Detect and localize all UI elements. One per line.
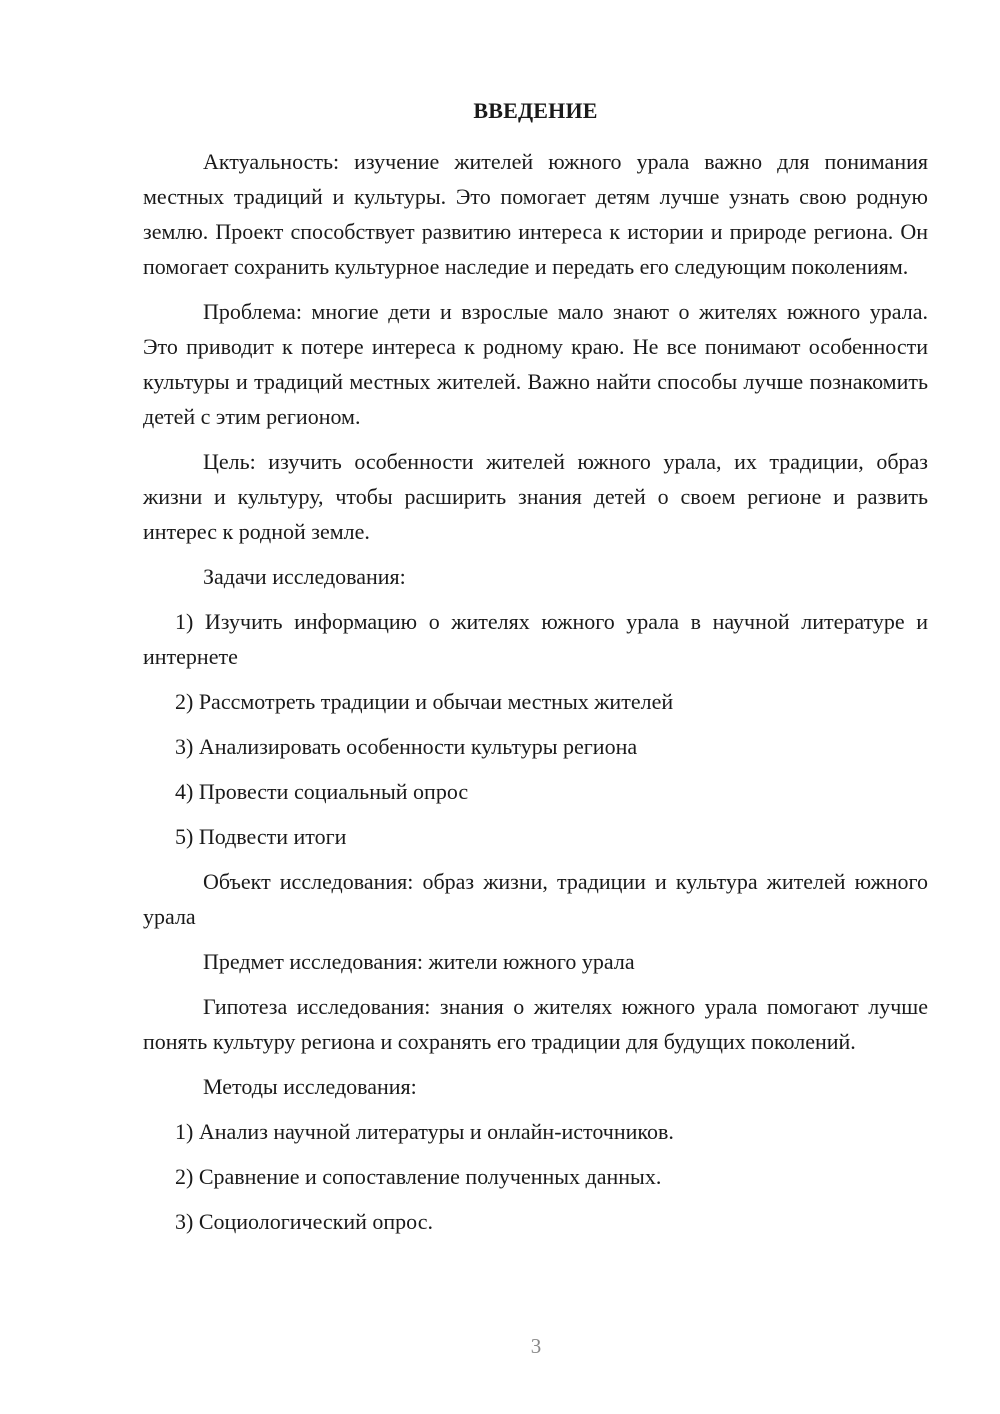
hypothesis-paragraph: Гипотеза исследования: знания о жителях южного урала помогают лучше понять культуру региона и сохранять его традиции для будущих поколений. <box>143 994 928 1054</box>
task-item-5: 5) Подвести итоги <box>175 824 347 849</box>
document-page <box>143 96 928 1249</box>
method-item-3: 3) Социологический опрос. <box>175 1209 433 1234</box>
method-item-2: 2) Сравнение и сопоставление полученных данных. <box>175 1164 662 1189</box>
task-item-2: 2) Рассмотреть традиции и обычаи местных жителей <box>175 689 674 714</box>
object-paragraph: Объект исследования: образ жизни, традиции и культура жителей южного урала <box>143 869 928 929</box>
subject-paragraph: Предмет исследования: жители южного урала <box>203 949 635 974</box>
problem-paragraph: Проблема: многие дети и взрослые мало знают о жителях южного урала. Это приводит к потере интереса к родному краю. Не все понимают особенности культуры и традиций местных жителей. Важно найти способы лучше познакомить детей с этим регионом. <box>143 299 928 429</box>
method-item-1: 1) Анализ научной литературы и онлайн-источников. <box>175 1119 674 1144</box>
task-item-4: 4) Провести социальный опрос <box>175 779 469 804</box>
task-item-3: 3) Анализировать особенности культуры региона <box>175 734 638 759</box>
goal-paragraph: Цель: изучить особенности жителей южного урала, их традиции, образ жизни и культуру, чтобы расширить знания детей о своем регионе и развить интерес к родной земле. <box>143 449 928 544</box>
page-number: 3 <box>530 1334 542 1358</box>
relevance-paragraph: Актуальность: изучение жителей южного урала важно для понимания местных традиций и культуры. Это помогает детям лучше узнать свою родную землю. Проект способствует развитию интереса к истории и природе региона. Он помогает сохранить культурное наследие и передать его следующим поколениям. <box>143 149 928 279</box>
tasks-title: Задачи исследования: <box>203 564 406 589</box>
task-item-1: 1) Изучить информацию о жителях южного урала в научной литературе и интернете <box>143 609 928 669</box>
page-title: ВВЕДЕНИЕ <box>473 98 598 123</box>
methods-title: Методы исследования: <box>203 1074 417 1099</box>
